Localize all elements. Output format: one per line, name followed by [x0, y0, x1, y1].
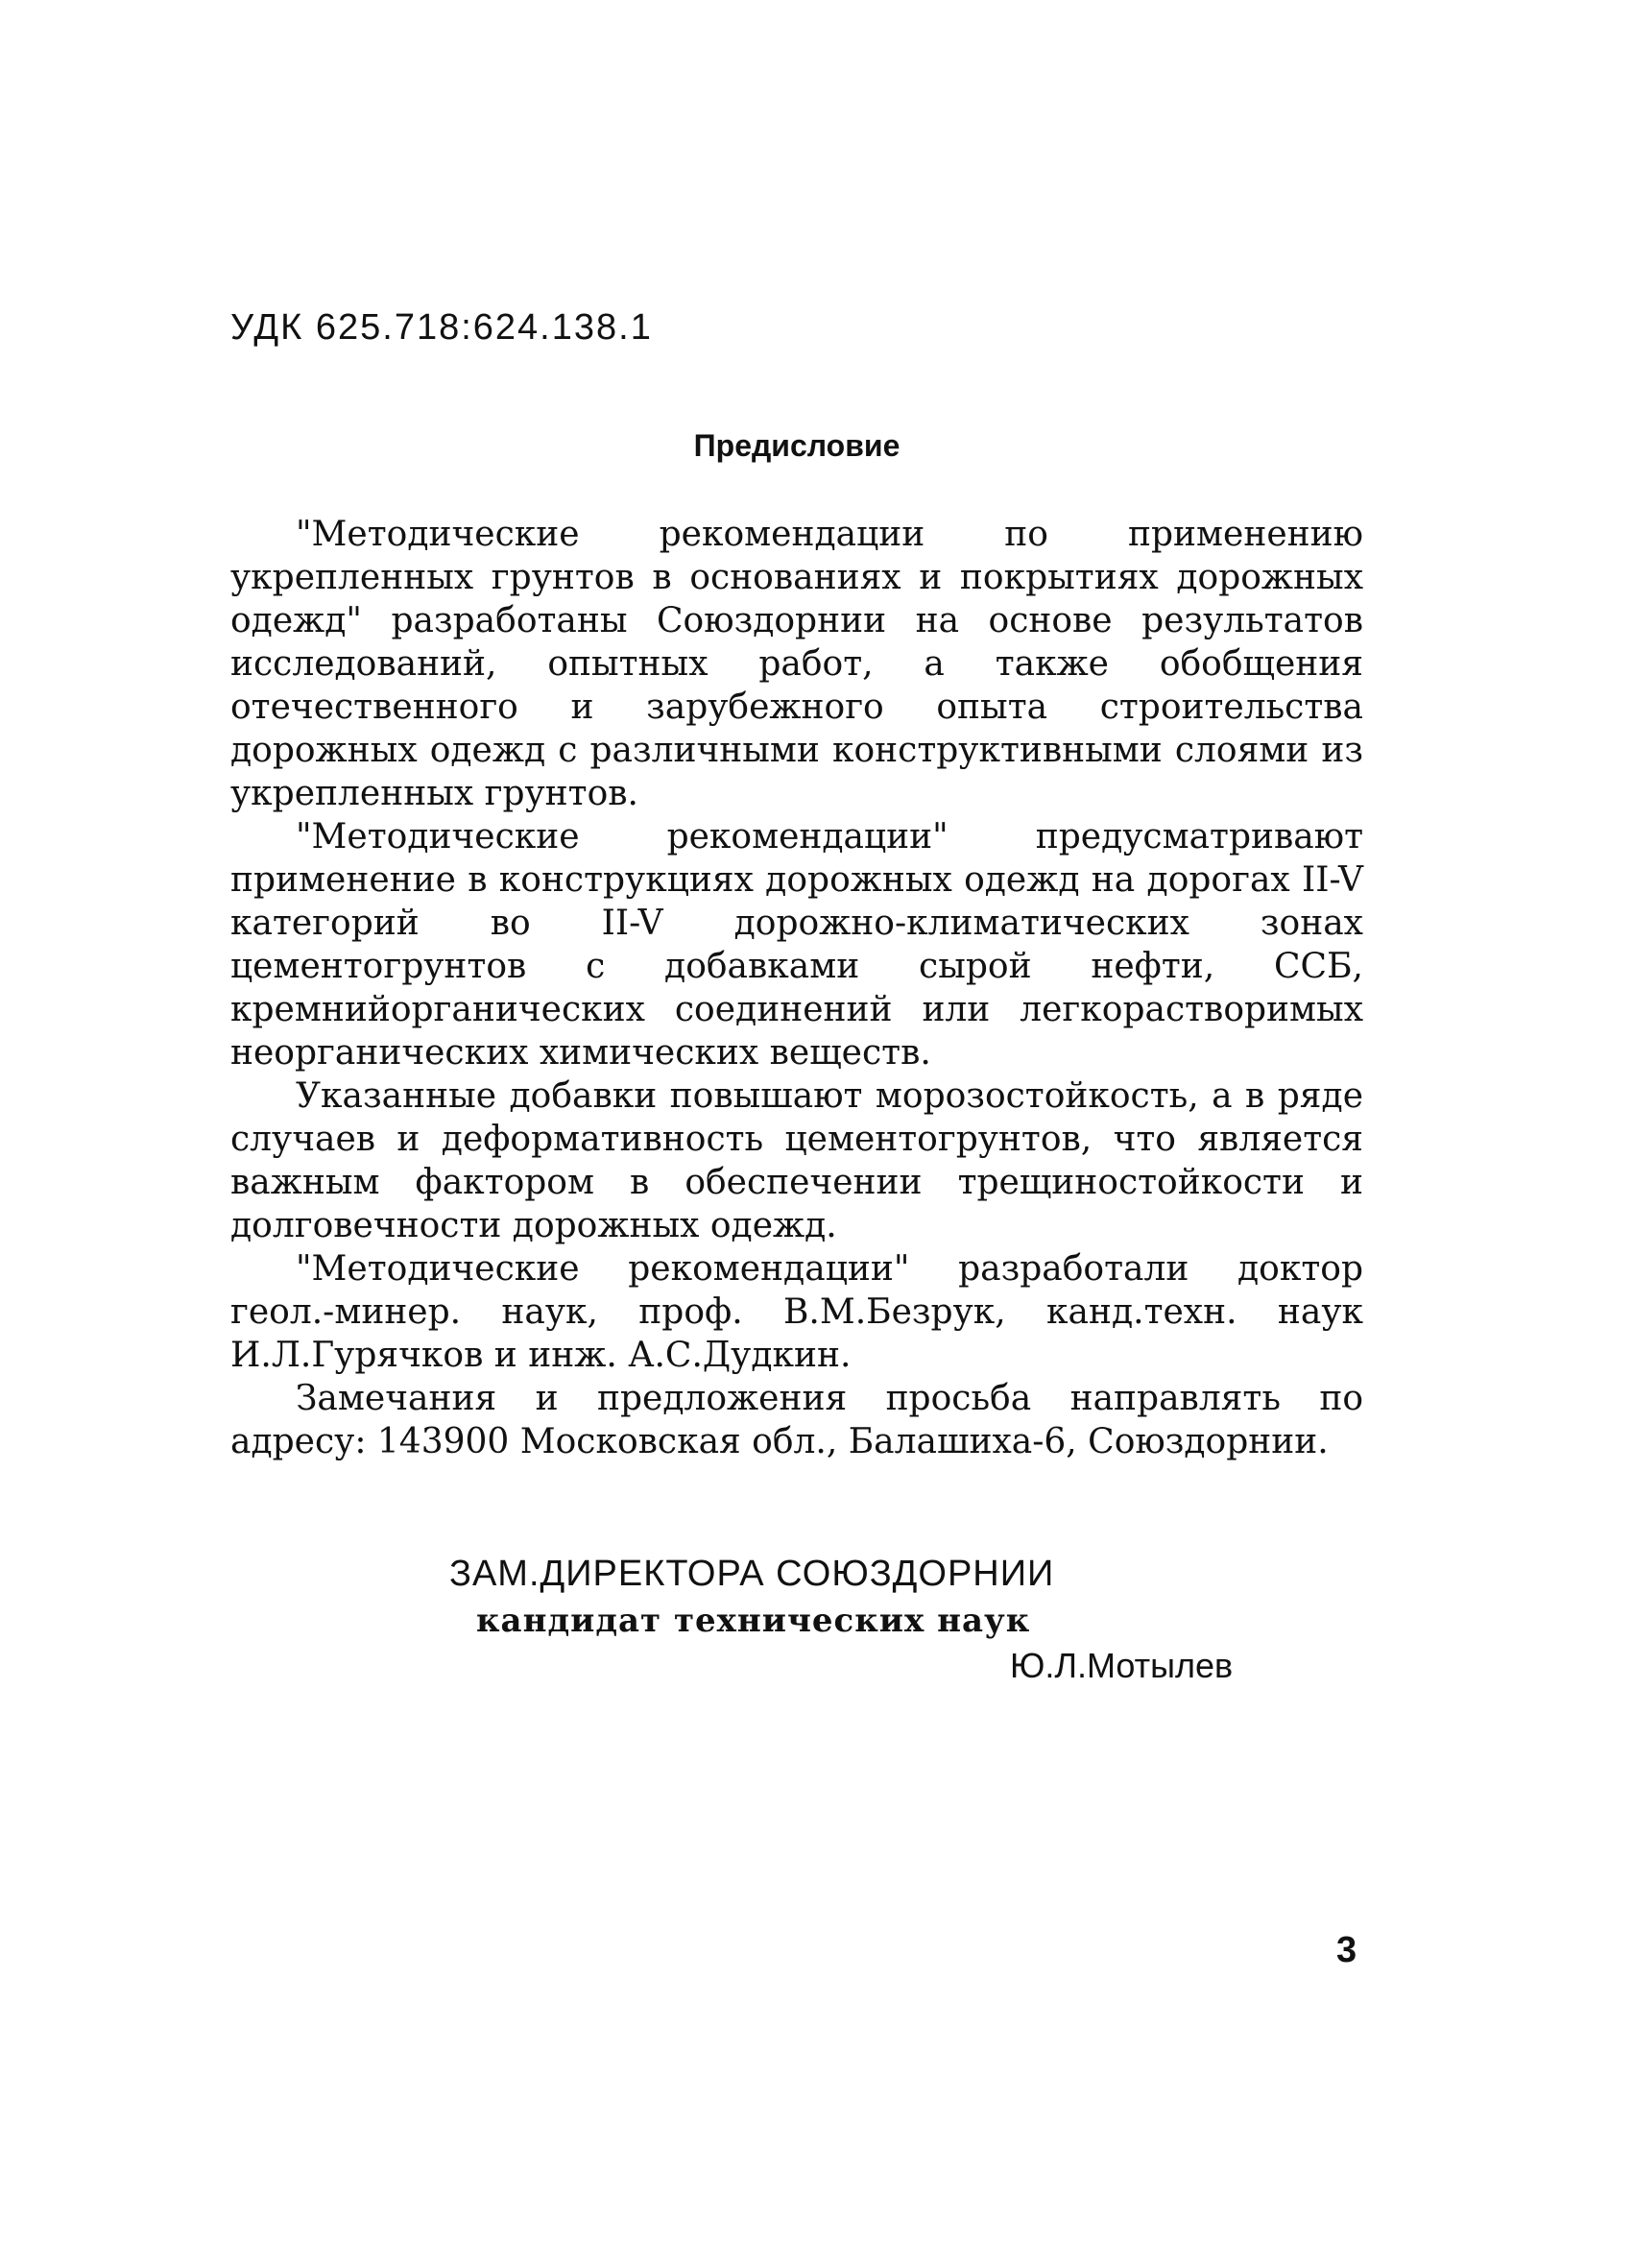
preface-body: [230, 513, 1363, 1463]
paragraph-2: "Методические рекомендации" предусматривают применение в конструкциях дорожных одежд на дорогах II-V категорий во II-V дорожно-климатических зонах цементогрунтов с добавками сырой нефти, ССБ, кремнийорганических соединений или легкорастворимых неорганических химических веществ.: [230, 817, 1363, 1073]
paragraph-5: Замечания и предложения просьба направлять по адресу: 143900 Московская обл., Балашиха-6, Союздорнии.: [230, 1379, 1363, 1461]
signature-name: Ю.Л.Мотылев: [1010, 1646, 1234, 1685]
paragraph-4: "Методические рекомендации" разработали доктор геол.-минер. наук, проф. В.М.Безрук, канд.техн. наук И.Л.Гурячков и инж. А.С.Дудкин.: [230, 1249, 1363, 1375]
page-number: 3: [1336, 1930, 1357, 1970]
page-title: Предисловие: [693, 428, 901, 463]
signature-degree: кандидат технических наук: [476, 1602, 1031, 1640]
paragraph-1: "Методические рекомендации по применению укрепленных грунтов в основаниях и покрытиях дорожных одежд" разработаны Союздорнии на основе результатов исследований, опытных работ, а также обобщения отечественного и зарубежного опыта строительства дорожных одежд с различными конструктивными слоями из укрепленных грунтов.: [230, 515, 1363, 813]
signature-position: ЗАМ.ДИРЕКТОРА СОЮЗДОРНИИ: [449, 1554, 1055, 1594]
udk-code: УДК 625.718:624.138.1: [230, 307, 653, 348]
paragraph-3: Указанные добавки повышают морозостойкость, а в ряде случаев и деформативность цементогрунтов, что является важным фактором в обеспечении трещиностойкости и долговечности дорожных одежд.: [230, 1076, 1363, 1245]
